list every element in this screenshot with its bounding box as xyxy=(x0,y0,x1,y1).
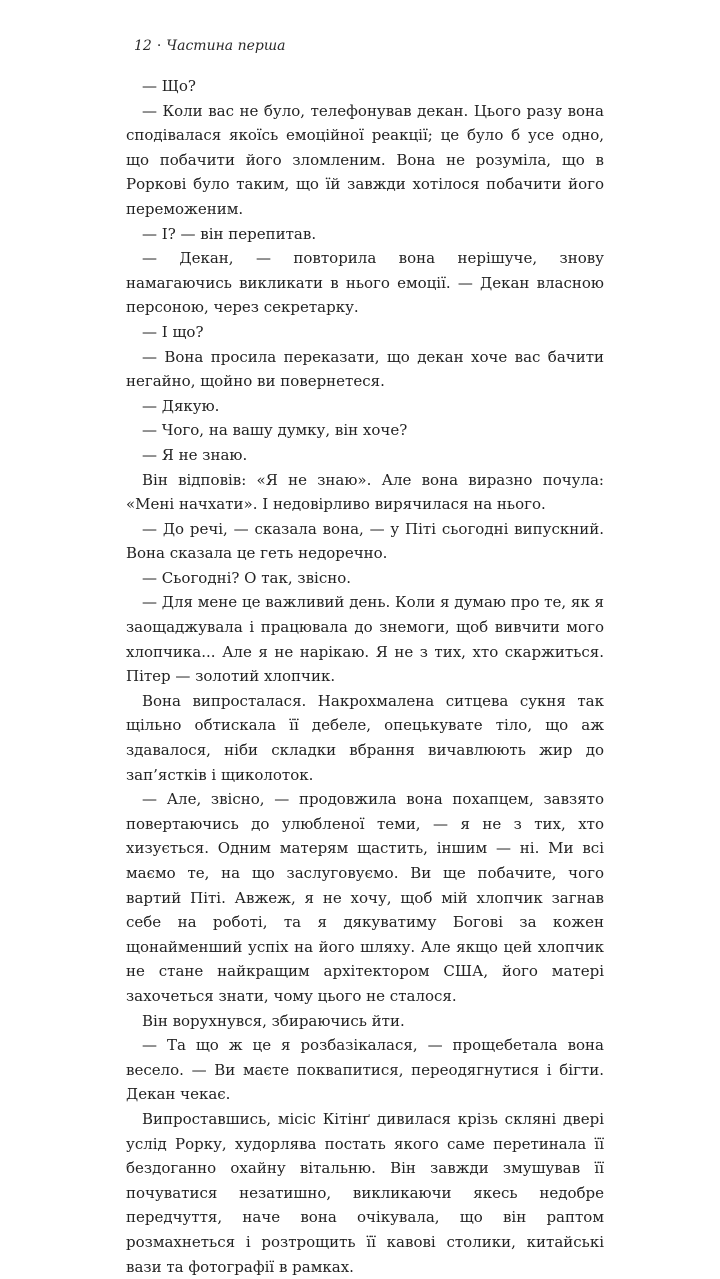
paragraph: — Але, звісно, — продовжила вона похапцем, завзято повертаючись до улюбленої теми, — я не з тих, хто хизується. Одним матерям щастить, іншим — ні. Ми всі маємо те, на що заслуговуємо. Ви ще побачите, чого вартий Піті. Авжеж, я не хочу, щоб мій хлопчик загнав себе на роботі, та я дякуватиму Богові за кожен щонайменший успіх на його шляху. Але якщо цей хлопчик не стане найкращим архітектором США, його матері захочеться знати, чому цього не сталося. xyxy=(126,790,604,1005)
paragraph: — До речі, — сказала вона, — у Піті сьогодні випускний. Вона сказала це геть недоречно. xyxy=(126,519,604,563)
paragraph: — Сьогодні? О так, звісно. xyxy=(142,568,352,587)
paragraph: — Чого, на вашу думку, він хоче? xyxy=(142,421,408,440)
paragraph: — І що? xyxy=(142,322,204,341)
paragraph: Він відповів: «Я не знаю». Але вона виразно почула: «Мені начхати». І недовірливо вирячилася на нього. xyxy=(126,470,604,514)
paragraph: — Коли вас не було, телефонував декан. Цього разу вона сподівалася якоїсь емоційної реакції; це було б усе одно, що побачити його зломленим. Вона не розуміла, що в Роркові було таким, що їй завжди хотілося побачити його переможеним. xyxy=(126,101,604,218)
page-number: 12 xyxy=(134,38,152,54)
running-head xyxy=(134,38,285,54)
paragraph: — І? — він перепитав. xyxy=(142,224,317,243)
paragraph: — Дякую. xyxy=(142,396,220,415)
paragraph: — Що? xyxy=(142,77,196,95)
paragraph: — Вона просила переказати, що декан хоче вас бачити негайно, щойно ви повернетеся. xyxy=(126,347,604,391)
paragraph: — Та що ж це я розбазікалася, — прощебетала вона весело. — Ви маєте поквапитися, переодягнутися і бігти. Декан чекає. xyxy=(126,1036,604,1104)
paragraph: — Для мене це важливий день. Коли я думаю про те, як я заощаджувала і працювала до знемоги, щоб вивчити мого хлопчика... Але я не нарікаю. Я не з тих, хто скаржиться. Пітер — золотий хлопчик. xyxy=(126,593,604,686)
paragraph: Вона випросталася. Накрохмалена ситцева сукня так щільно обтискала її дебеле, опецькувате тіло, що аж здавалося, ніби складки вбрання вичавлюють жир до зап’ястків і щиколоток. xyxy=(126,691,604,784)
paragraph: Він ворухнувся, збираючись йти. xyxy=(142,1011,405,1030)
header-separator: · xyxy=(156,38,162,54)
paragraph: — Декан, — повторила вона нерішуче, знову намагаючись викликати в нього емоції. — Декан власною персоною, через секретарку. xyxy=(126,249,604,317)
paragraph: Випроставшись, місіс Кітінґ дивилася крізь скляні двері услід Рорку, худорлява постать якого саме перетинала її бездоганно охайну вітальню. Він завжди змушував її почуватися незатишно, викликаючи якесь недобре передчуття, наче вона очікувала, що він раптом розмахнеться і розтрощить її кавові столики, китайські вази та фотографії в рамках. xyxy=(126,1109,604,1276)
section-title: Частина перша xyxy=(166,38,286,54)
body-text xyxy=(126,74,604,1279)
paragraph: — Я не знаю. xyxy=(142,445,248,464)
